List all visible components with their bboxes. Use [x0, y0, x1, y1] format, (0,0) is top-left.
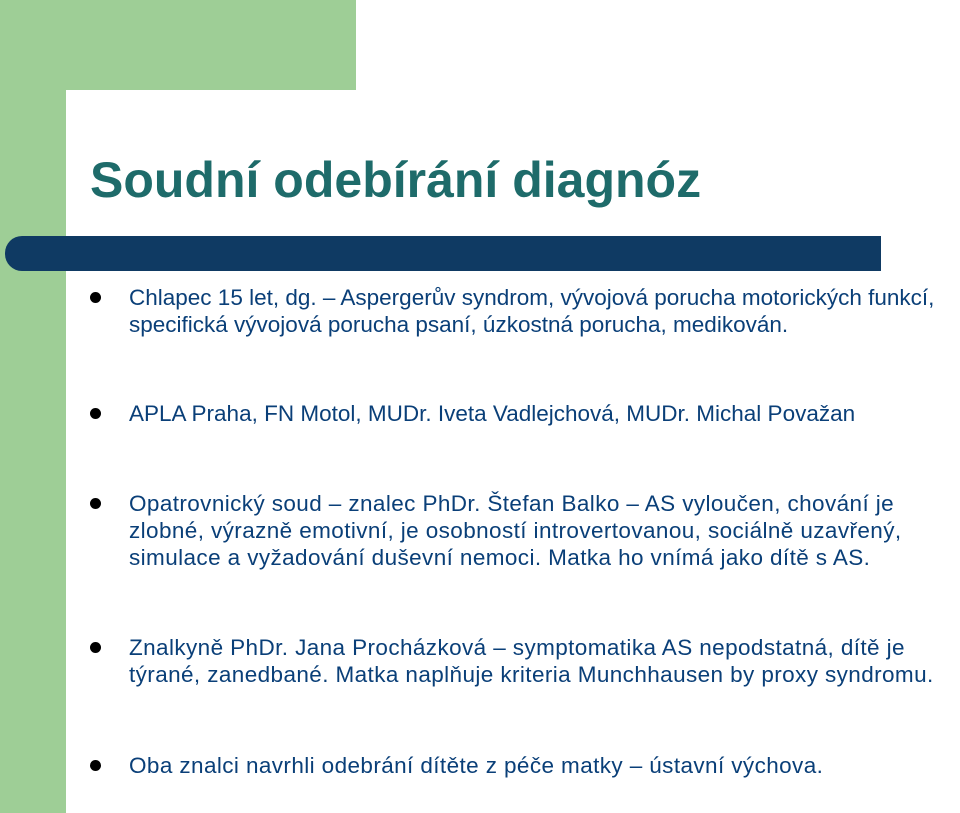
top-accent-band: [0, 0, 356, 90]
bullet-item: [90, 400, 956, 427]
left-accent-band: [0, 0, 66, 813]
bullet-dot-icon: [90, 498, 101, 509]
bullet-text: Znalkyně PhDr. Jana Procházková – symptomatika AS nepodstatná, dítě je týrané, zanedbané. Matka naplňuje kriteria Munchhausen by proxy syndromu.: [129, 635, 934, 687]
bullet-dot-icon: [90, 760, 101, 771]
title-underline-bar: [5, 236, 881, 271]
bullet-text: APLA Praha, FN Motol, MUDr. Iveta Vadlejchová, MUDr. Michal Považan: [129, 401, 856, 426]
bullet-text: Chlapec 15 let, dg. – Aspergerův syndrom, vývojová porucha motorických funkcí, specifická vývojová porucha psaní, úzkostná porucha, medikován.: [129, 285, 935, 337]
bullet-item: [90, 490, 956, 571]
bullet-text: Opatrovnický soud – znalec PhDr. Štefan Balko – AS vyloučen, chování je zlobné, výrazně emotivní, je osobností introvertovanou, sociálně uzavřený, simulace a vyžadování duševní nemoci. Matka ho vnímá jako dítě s AS.: [129, 491, 902, 570]
bullet-item: [90, 752, 956, 779]
bullet-item: [90, 634, 956, 688]
bullet-dot-icon: [90, 292, 101, 303]
bullet-item: [90, 284, 956, 338]
bullet-dot-icon: [90, 408, 101, 419]
bullet-text: Oba znalci navrhli odebrání dítěte z péče matky – ústavní výchova.: [129, 753, 824, 778]
slide-title: Soudní odebírání diagnóz: [90, 152, 702, 208]
bullet-dot-icon: [90, 642, 101, 653]
